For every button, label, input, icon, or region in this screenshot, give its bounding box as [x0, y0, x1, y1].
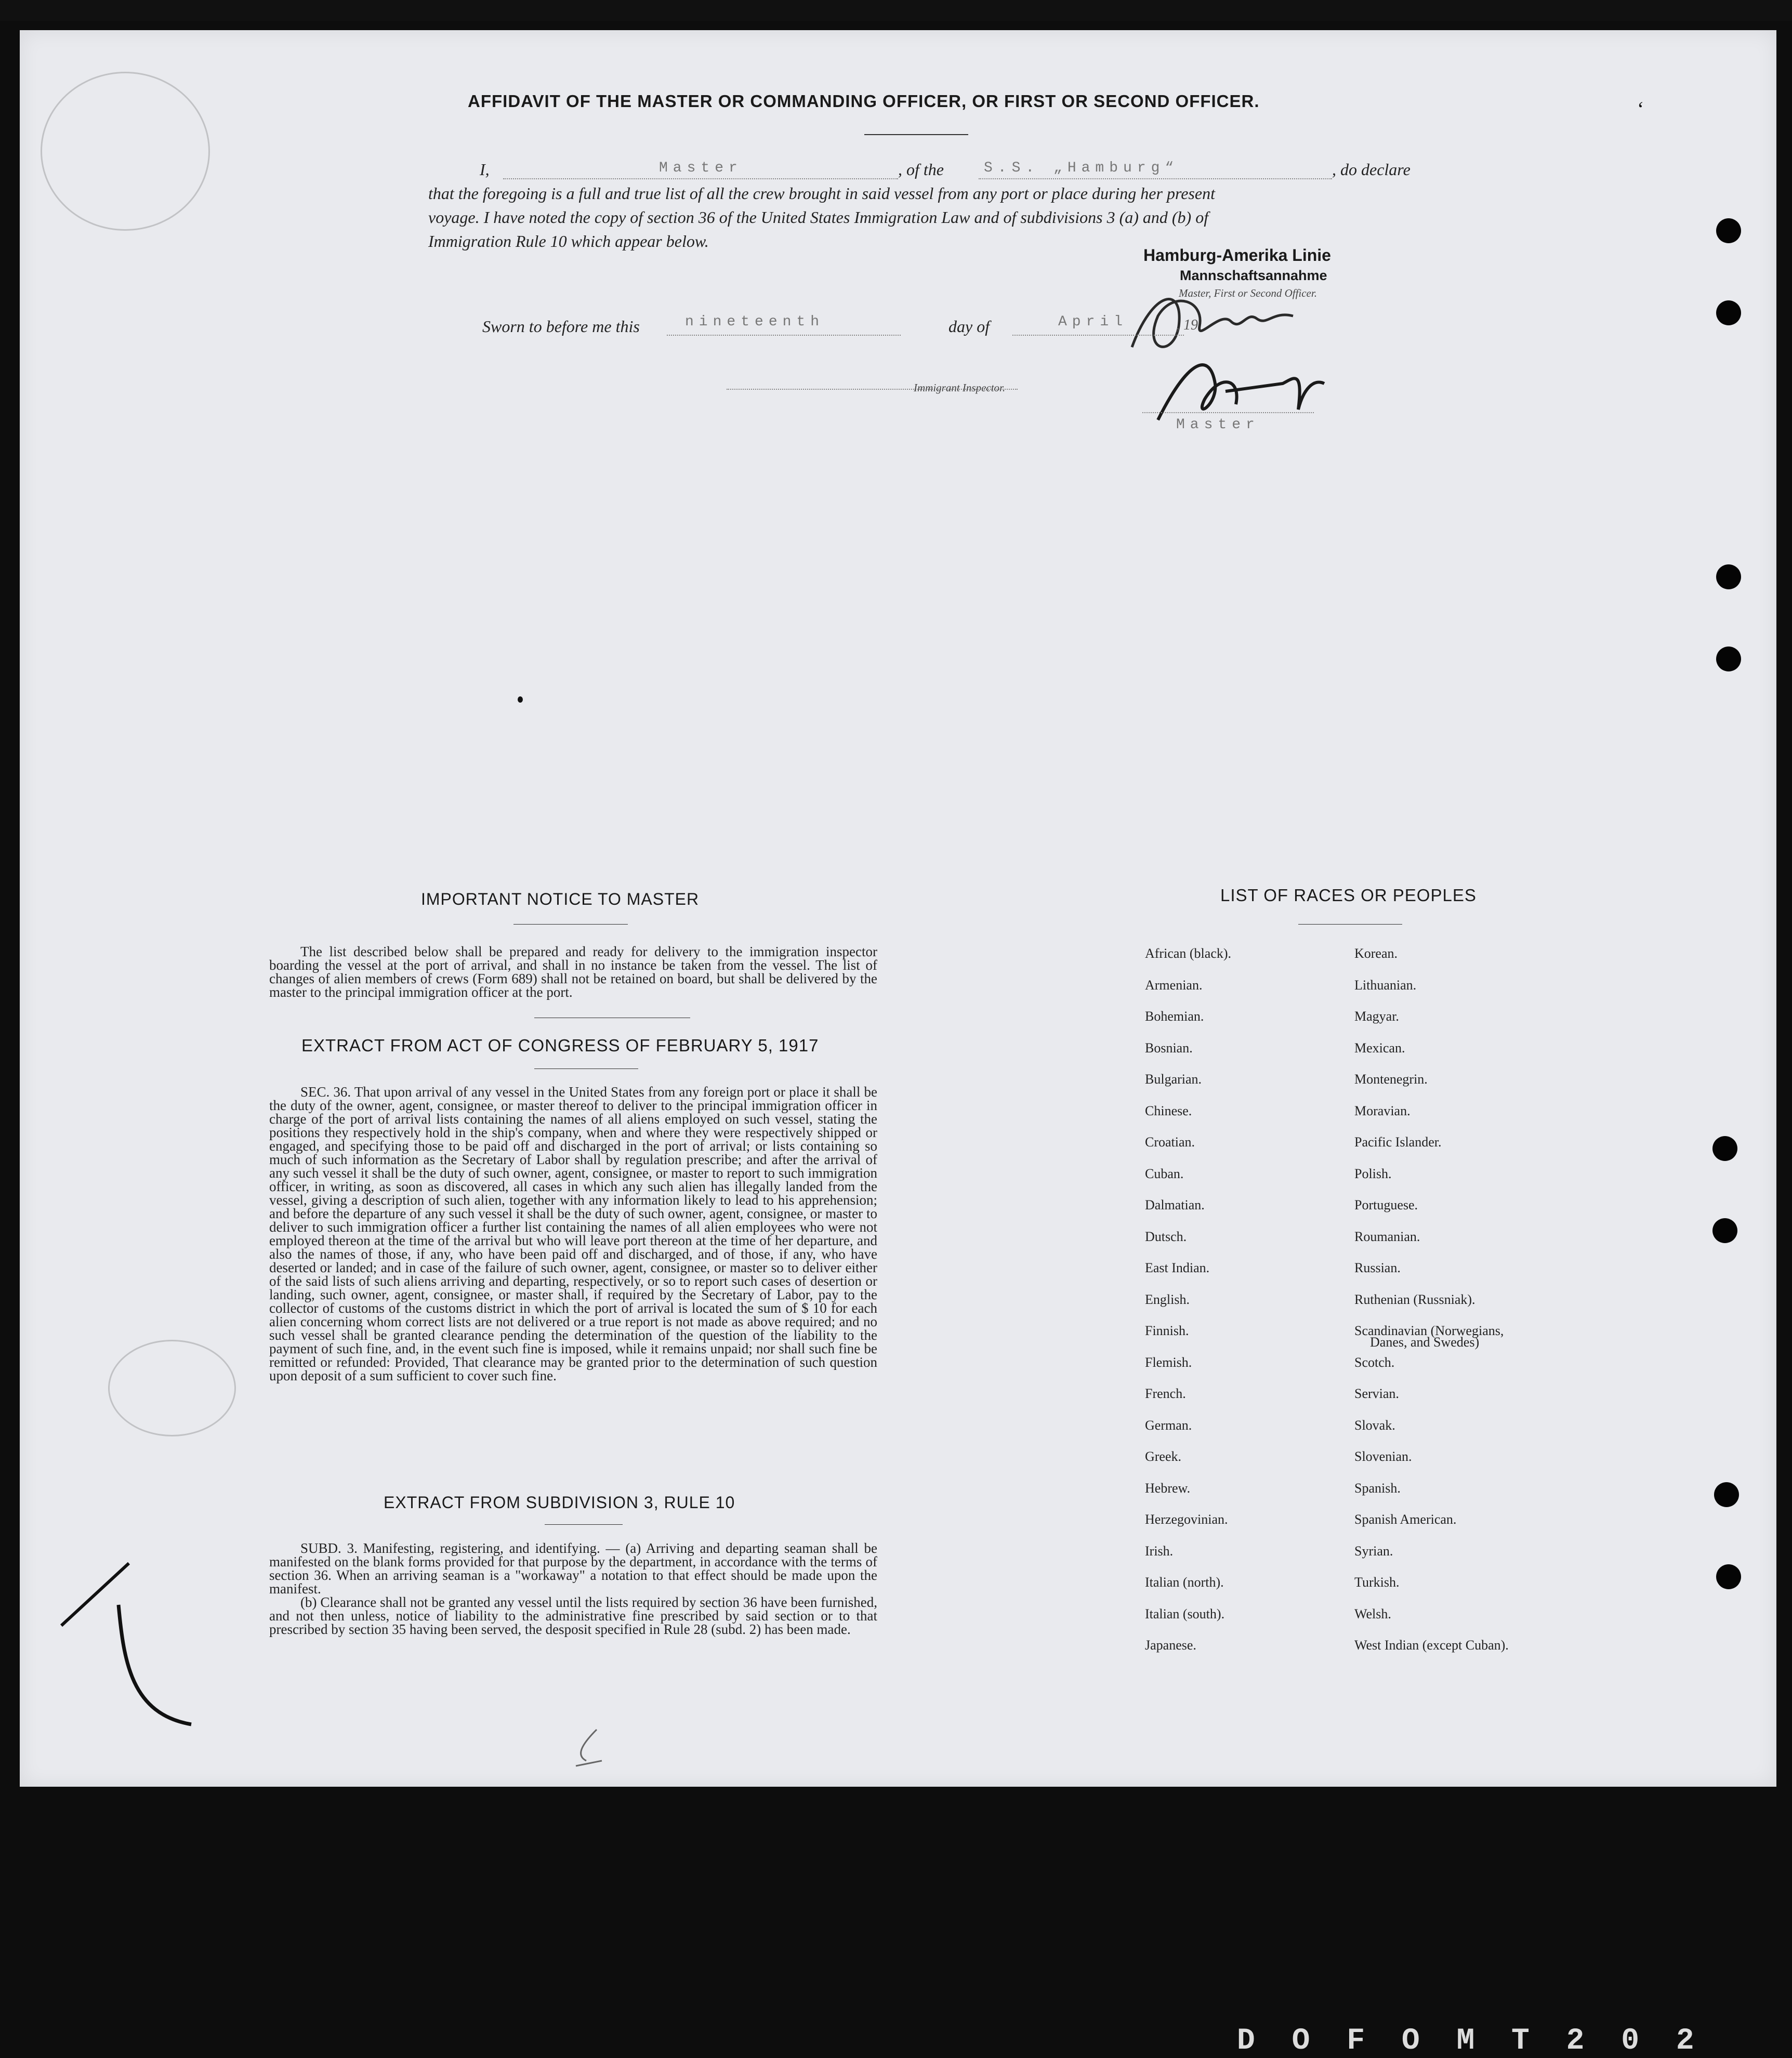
race-item: Cuban. — [1145, 1166, 1184, 1181]
punch-hole — [1712, 1218, 1737, 1243]
sworn-day-typed: nineteenth — [685, 314, 825, 330]
race-item: English. — [1145, 1291, 1190, 1307]
race-item: Italian (south). — [1145, 1606, 1225, 1621]
vessel-name-line — [979, 178, 1332, 179]
affidavit-line-4: Immigration Rule 10 which appear below. — [428, 232, 709, 250]
race-item: Portuguese. — [1354, 1197, 1418, 1212]
company-stamp-line-2: Mannschaftsannahme — [1180, 268, 1327, 283]
rule-extract-title: EXTRACT FROM SUBDIVISION 3, RULE 10 — [384, 1493, 735, 1512]
races-title: LIST OF RACES OR PEOPLES — [1220, 886, 1477, 905]
affidavit-line-2: that the foregoing is a full and true list of all the crew brought in said vessel from any port or place during her present — [428, 184, 1215, 203]
notice-title-rule — [513, 924, 628, 925]
race-item: Spanish American. — [1354, 1512, 1457, 1527]
race-item: Mexican. — [1354, 1040, 1405, 1056]
race-item: Finnish. — [1145, 1323, 1189, 1338]
race-item: Pacific Islander. — [1354, 1134, 1442, 1150]
punch-hole — [1714, 1482, 1739, 1507]
races-title-rule — [1298, 924, 1402, 925]
sworn-day-line — [667, 335, 901, 336]
race-item: Chinese. — [1145, 1103, 1192, 1118]
act-extract-title: EXTRACT FROM ACT OF CONGRESS OF FEBRUARY 5, 1917 — [301, 1036, 819, 1055]
race-item: Slovak. — [1354, 1417, 1395, 1433]
vessel-typed: S.S. „Hamburg“ — [984, 160, 1179, 176]
sworn-label: Sworn to before me this — [482, 317, 640, 336]
race-item: Polish. — [1354, 1166, 1392, 1181]
pencil-mark — [560, 1724, 623, 1771]
document-page — [20, 30, 1776, 1787]
races-column-1 — [1145, 946, 1231, 1669]
race-item: West Indian (except Cuban). — [1354, 1638, 1509, 1653]
race-item: Moravian. — [1354, 1103, 1411, 1118]
race-item: Magyar. — [1354, 1009, 1399, 1024]
rule-extract-rule — [545, 1524, 623, 1525]
race-item: East Indian. — [1145, 1260, 1210, 1275]
race-item: Greek. — [1145, 1449, 1182, 1464]
affidavit-title: AFFIDAVIT OF THE MASTER OR COMMANDING OFFICER, OR FIRST OR SECOND OFFICER. — [468, 91, 1260, 111]
race-item: Spanish. — [1354, 1480, 1401, 1496]
race-item: Turkish. — [1354, 1575, 1400, 1590]
act-extract-rule — [534, 1068, 638, 1069]
rule-extract-body-b: (b) Clearance shall not be granted any vessel until the lists required by section 36 have been furnished, and not then unless, notice of liability to the administrative fine prescribed by said section or to that prescribed by section 35 having been served, the desposit specified in Rule 28 (subd. 2) has been made. — [269, 1594, 877, 1637]
race-item: Dalmatian. — [1145, 1197, 1205, 1212]
officer-caption: Master, First or Second Officer. — [1179, 287, 1317, 299]
punch-hole — [1716, 218, 1741, 243]
race-item: German. — [1145, 1417, 1192, 1433]
affidavit-i-label: I, — [480, 160, 490, 179]
race-scandinavian-continued: Danes, and Swedes) — [1370, 1335, 1480, 1350]
master-sign-line — [1142, 412, 1314, 413]
punch-hole — [1716, 564, 1741, 589]
act-extract-body: SEC. 36. That upon arrival of any vessel in the United States from any foreign port or place it shall be the duty of the owner, agent, consignee, or master thereof to deliver to the principal immigration officer in charge of the port of arrival lists containing the names of all aliens employed on such vessel, stating the positions they respectively hold in the ship's company, when and where they were respectively shipped or engaged, and specifying those to be paid off and discharged in the port of arrival; or lists containing so much of such information as the Secretary of Labor shall by regulation prescribe; and after the arrival of any such vessel it shall be the duty of such owner, agent, consignee, or master to report to such immigration officer, in writing, as soon as discovered, all cases in which any such alien has illegally landed from the vessel, giving a description of such alien, together with any information likely to lead to his apprehension; and before the departure of any such vessel it shall be the duty of such owner, agent, consignee, or master to deliver to such immigration officer a further list containing the names of all alien employees who were not employed thereon at the time of the arrival but who will leave port thereon at the time of her departure, and also the names of those, if any, who have been paid off and discharged, and of those, if any, who have deserted or landed; and in case of the failure of such owner, agent, consignee, or master so to deliver either of the said lists of such aliens arriving and departing, respectively, or so to report such cases of desertion or landing, such owner, agent, consignee, or master shall, if required by the Secretary of Labor, pay to the collector of customs of the customs district in which the port of arrival is located the sum of $ 10 for each alien concerning whom correct lists are not delivered or a true report is not made as above required; and no such vessel shall be granted clearance pending the determination of the question of the liability to the payment of such fine, and, in the event such fine is imposed, while it remains unpaid; nor shall such fine be remitted or refunded: Provided, That clearance may be granted prior to the determination of such question upon deposit of a sum sufficient to cover such fine. — [269, 1084, 877, 1383]
notice-body: The list described below shall be prepared and ready for delivery to the immigration inspector boarding the vessel at the port of arrival, and shall in no instance be taken from the vessel. The list of changes of alien members of crews (Form 689) shall not be retained on board, but shall be delivered by the master to the principal immigration officer at the port. — [269, 944, 877, 1000]
handwritten-mark — [41, 1558, 207, 1756]
punch-hole — [1716, 1564, 1741, 1589]
punch-hole — [1716, 300, 1741, 325]
affidavit-line-3: voyage. I have noted the copy of section 36 of the United States Immigration Law and of subdivisions 3 (a) and (b) of — [428, 208, 1209, 227]
race-item: Scandinavian (Norwegians, — [1354, 1323, 1504, 1338]
master-bottom-typed: Master — [1176, 417, 1260, 433]
company-stamp-line-1: Hamburg-Amerika Linie — [1143, 246, 1331, 265]
affidavit-do-declare: , do declare — [1332, 160, 1411, 179]
film-border-top — [0, 0, 1792, 21]
race-item: Syrian. — [1354, 1543, 1393, 1559]
ink-blot — [518, 696, 523, 703]
races-column-2 — [1354, 946, 1509, 1669]
master-name-line — [503, 178, 898, 179]
race-item: Dutsch. — [1145, 1229, 1187, 1244]
race-item: Hebrew. — [1145, 1480, 1191, 1496]
race-item: Welsh. — [1354, 1606, 1391, 1621]
race-item: Bohemian. — [1145, 1009, 1204, 1024]
race-item: Korean. — [1354, 946, 1398, 961]
month-line — [1012, 335, 1184, 336]
race-item: Japanese. — [1145, 1638, 1196, 1653]
race-item: Armenian. — [1145, 977, 1203, 993]
race-item: Croatian. — [1145, 1134, 1195, 1150]
race-item: Flemish. — [1145, 1354, 1192, 1370]
master-typed: Master — [659, 160, 743, 176]
rule-extract-body-a: SUBD. 3. Manifesting, registering, and identifying. — (a) Arriving and departing seaman shall be manifested on the blank forms provided for that purpose by the department, in accordance with the terms of section 36. When an arriving seaman is a "workaway" a notation to that effect should be made upon the manifest. — [269, 1540, 877, 1597]
faint-stamp-top-left — [41, 72, 210, 231]
race-item: French. — [1145, 1386, 1186, 1401]
race-item: Russian. — [1354, 1260, 1401, 1275]
affidavit-of-the: , of the — [898, 160, 944, 179]
race-item: Lithuanian. — [1354, 977, 1417, 993]
race-item: African (black). — [1145, 946, 1232, 961]
punch-hole — [1712, 1136, 1737, 1161]
race-item: Bulgarian. — [1145, 1072, 1202, 1087]
race-item: Slovenian. — [1354, 1449, 1412, 1464]
notice-title: IMPORTANT NOTICE TO MASTER — [421, 890, 700, 908]
film-frame-marks: D O F O M T 2 0 2 — [1237, 2024, 1704, 2058]
race-item: Herzegovinian. — [1145, 1512, 1228, 1527]
inspector-caption: Immigrant Inspector. — [914, 381, 1006, 394]
faint-stamp-mid-left — [108, 1340, 236, 1436]
corner-tick: ‘ — [1637, 97, 1644, 121]
race-item: Italian (north). — [1145, 1575, 1224, 1590]
race-item: Scotch. — [1354, 1354, 1395, 1370]
affidavit-title-rule — [864, 134, 968, 135]
race-item: Roumanian. — [1354, 1229, 1420, 1244]
punch-hole — [1716, 647, 1741, 671]
race-item: Irish. — [1145, 1543, 1174, 1559]
race-item: Montenegrin. — [1354, 1072, 1428, 1087]
race-item: Bosnian. — [1145, 1040, 1193, 1056]
day-of-label: day of — [948, 317, 990, 336]
month-typed: April — [1058, 314, 1128, 330]
race-item: Ruthenian (Russniak). — [1354, 1291, 1475, 1307]
year-prefix: , 19 — [1176, 317, 1198, 333]
race-item: Servian. — [1354, 1386, 1399, 1401]
